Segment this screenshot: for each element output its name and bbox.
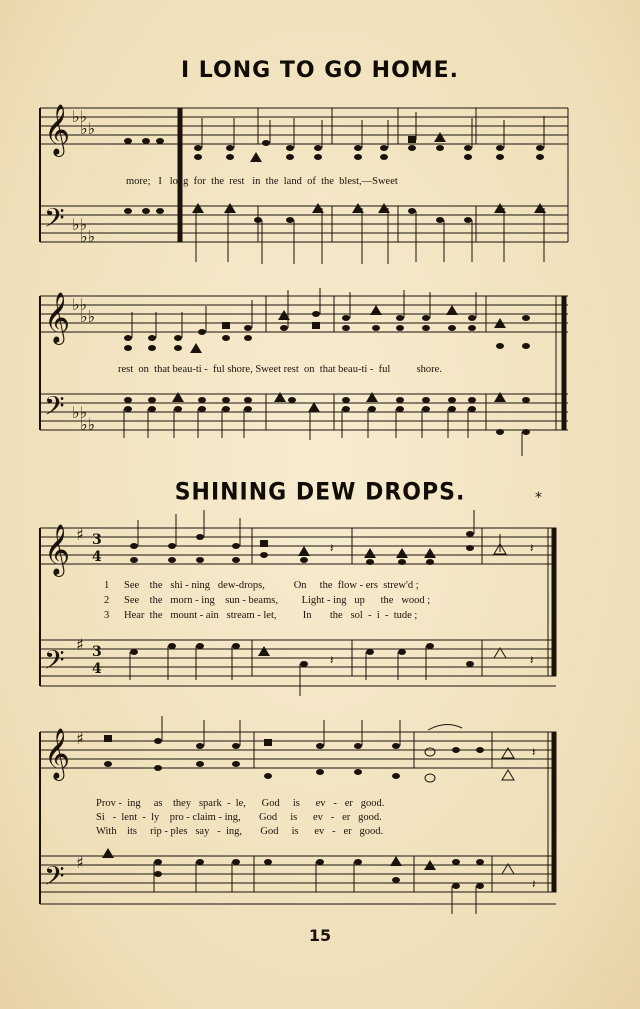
svg-text:♭♭: ♭♭: [72, 107, 88, 126]
svg-text:♭♭: ♭♭: [72, 403, 88, 422]
svg-text:𝄽: 𝄽: [530, 653, 534, 667]
svg-text:𝄽: 𝄽: [532, 745, 536, 759]
svg-text:♭♭: ♭♭: [80, 119, 96, 138]
svg-text:♯: ♯: [76, 853, 84, 872]
verse-lyrics: Hear the mount - ain stream - let, In the sol - i - tude ;: [124, 610, 418, 621]
svg-text:𝄢: 𝄢: [44, 202, 65, 240]
lyrics-line: more; I long for the rest in the land of the blest,—Sweet: [126, 176, 398, 187]
svg-text:4: 4: [92, 661, 102, 677]
refrain-lyrics: Si - lent - ly pro - claim - ing, God is ev - er good.: [96, 812, 382, 823]
svg-text:𝄢: 𝄢: [44, 860, 65, 898]
lyrics-line: rest on that beau-ti - ful shore, Sweet rest on that beau-ti - ful shore.: [118, 364, 442, 375]
verse-number: 2: [104, 595, 110, 606]
svg-text:𝄞: 𝄞: [44, 728, 71, 779]
treble-staff-1: [40, 108, 568, 144]
bass-staff-1: [40, 206, 568, 242]
svg-text:𝄽: 𝄽: [330, 541, 334, 555]
svg-text:♭♭: ♭♭: [72, 215, 88, 234]
refrain-lyrics: With its rip - ples say - ing, God is ev - er good.: [96, 826, 384, 837]
page-number: 15: [308, 926, 332, 945]
svg-text:♯: ♯: [76, 525, 84, 544]
svg-text:𝄢: 𝄢: [44, 644, 65, 682]
refrain-lyrics: Prov - ing as they spark - le, God is ev - er good.: [96, 798, 385, 809]
svg-text:𝄞: 𝄞: [44, 524, 71, 575]
svg-text:3: 3: [92, 644, 102, 660]
svg-text:♭♭: ♭♭: [80, 415, 96, 434]
verse-lyrics: See the morn - ing sun - beams, Light - ing up the wood ;: [124, 595, 431, 606]
verse-lyrics: See the shi - ning dew-drops, On the flow - ers strew'd ;: [124, 580, 419, 591]
svg-text:4: 4: [92, 549, 102, 565]
verse-number: 3: [104, 610, 110, 621]
svg-text:3: 3: [92, 532, 102, 548]
svg-text:𝄞: 𝄞: [44, 104, 71, 155]
svg-text:𝄢: 𝄢: [44, 390, 65, 428]
svg-text:𝄽: 𝄽: [330, 653, 334, 667]
asterisk-mark: *: [535, 490, 542, 506]
svg-text:𝄞: 𝄞: [44, 292, 71, 343]
svg-text:♯: ♯: [76, 635, 84, 654]
song-title: I LONG TO GO HOME.: [180, 58, 460, 83]
song-title: SHINING DEW DROPS.: [174, 478, 466, 507]
svg-text:𝄽: 𝄽: [530, 541, 534, 555]
svg-text:♭♭: ♭♭: [72, 295, 88, 314]
verse-number: 1: [104, 580, 110, 591]
svg-text:𝄽: 𝄽: [532, 877, 536, 891]
svg-text:♭♭: ♭♭: [80, 227, 96, 246]
svg-text:♯: ♯: [76, 729, 84, 748]
svg-text:♭♭: ♭♭: [80, 307, 96, 326]
